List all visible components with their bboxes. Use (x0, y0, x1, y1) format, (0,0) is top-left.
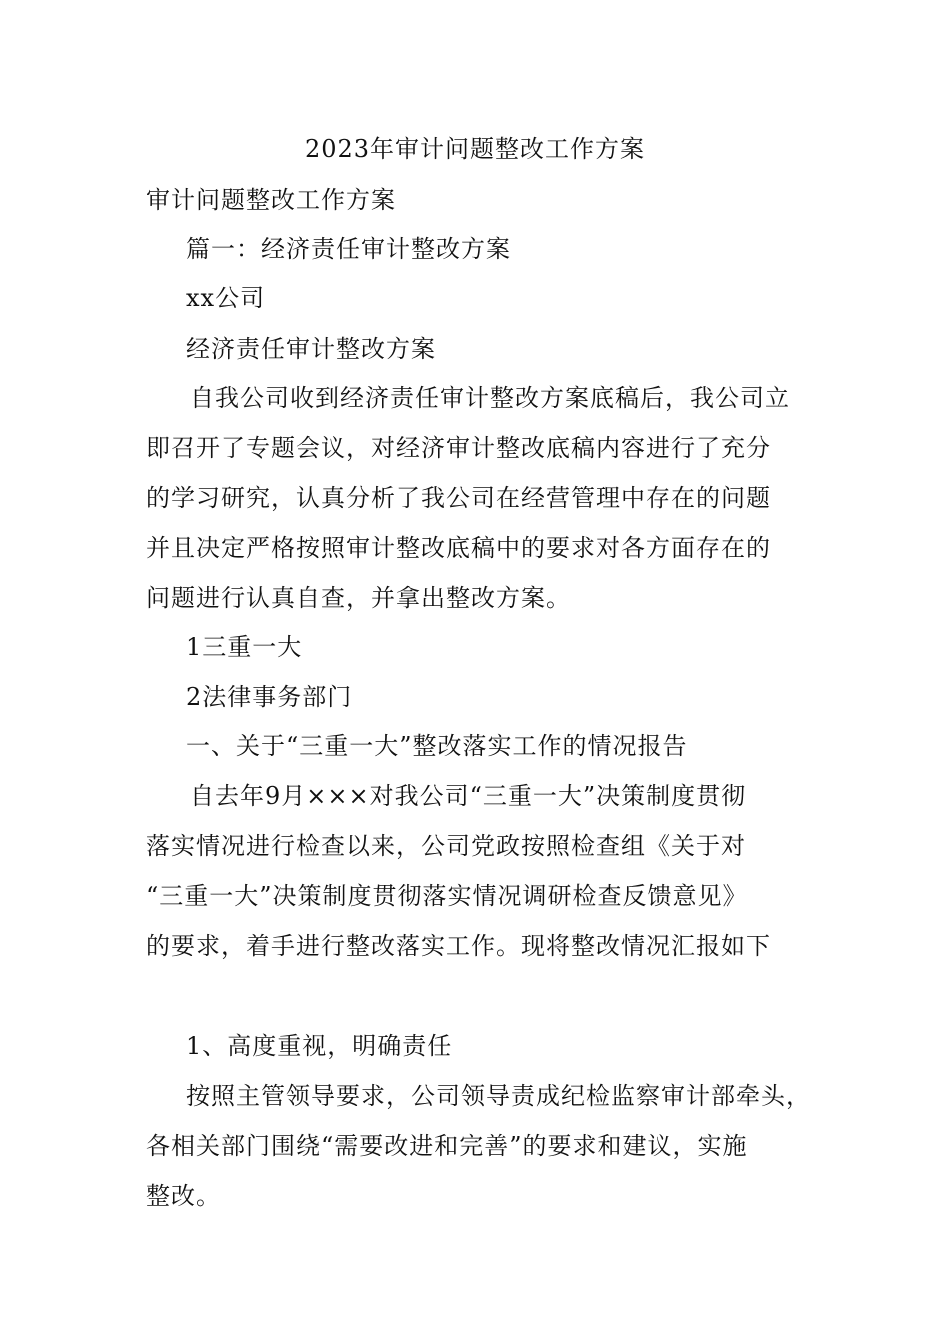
paragraph-line: 并且决定严格按照审计整改底稿中的要求对各方面存在的 (146, 534, 771, 562)
plan-heading: 经济责任审计整改方案 (186, 335, 436, 363)
paragraph-line: “三重一大”决策制度贯彻落实情况调研检查反馈意见》 (146, 882, 748, 910)
document-title: 2023年审计问题整改工作方案 (304, 135, 646, 163)
paragraph-line: 问题进行认真自查，并拿出整改方案。 (146, 584, 571, 612)
paragraph-line: 自去年9月×××对我公司“三重一大”决策制度贯彻 (190, 782, 747, 810)
section-heading: 篇一：经济责任审计整改方案 (186, 235, 511, 263)
paragraph-line: 即召开了专题会议，对经济审计整改底稿内容进行了充分 (146, 434, 771, 462)
subsection-heading: 1、高度重视，明确责任 (186, 1032, 453, 1060)
company-name: xx公司 (186, 284, 266, 312)
paragraph-line: 各相关部门围绕“需要改进和完善”的要求和建议，实施 (146, 1132, 748, 1160)
subtitle: 审计问题整改工作方案 (146, 186, 396, 214)
paragraph-line: 按照主管领导要求，公司领导责成纪检监察审计部牵头， (186, 1082, 811, 1110)
list-item: 1三重一大 (186, 633, 303, 661)
paragraph-line: 落实情况进行检查以来，公司党政按照检查组《关于对 (146, 832, 746, 860)
list-item: 2法律事务部门 (186, 683, 353, 711)
paragraph-line: 的要求，着手进行整改落实工作。现将整改情况汇报如下 (146, 932, 771, 960)
report-heading: 一、关于“三重一大”整改落实工作的情况报告 (186, 732, 688, 760)
paragraph-line: 自我公司收到经济责任审计整改方案底稿后，我公司立 (190, 384, 790, 412)
paragraph-line: 的学习研究，认真分析了我公司在经营管理中存在的问题 (146, 484, 771, 512)
paragraph-line: 整改。 (146, 1182, 221, 1210)
